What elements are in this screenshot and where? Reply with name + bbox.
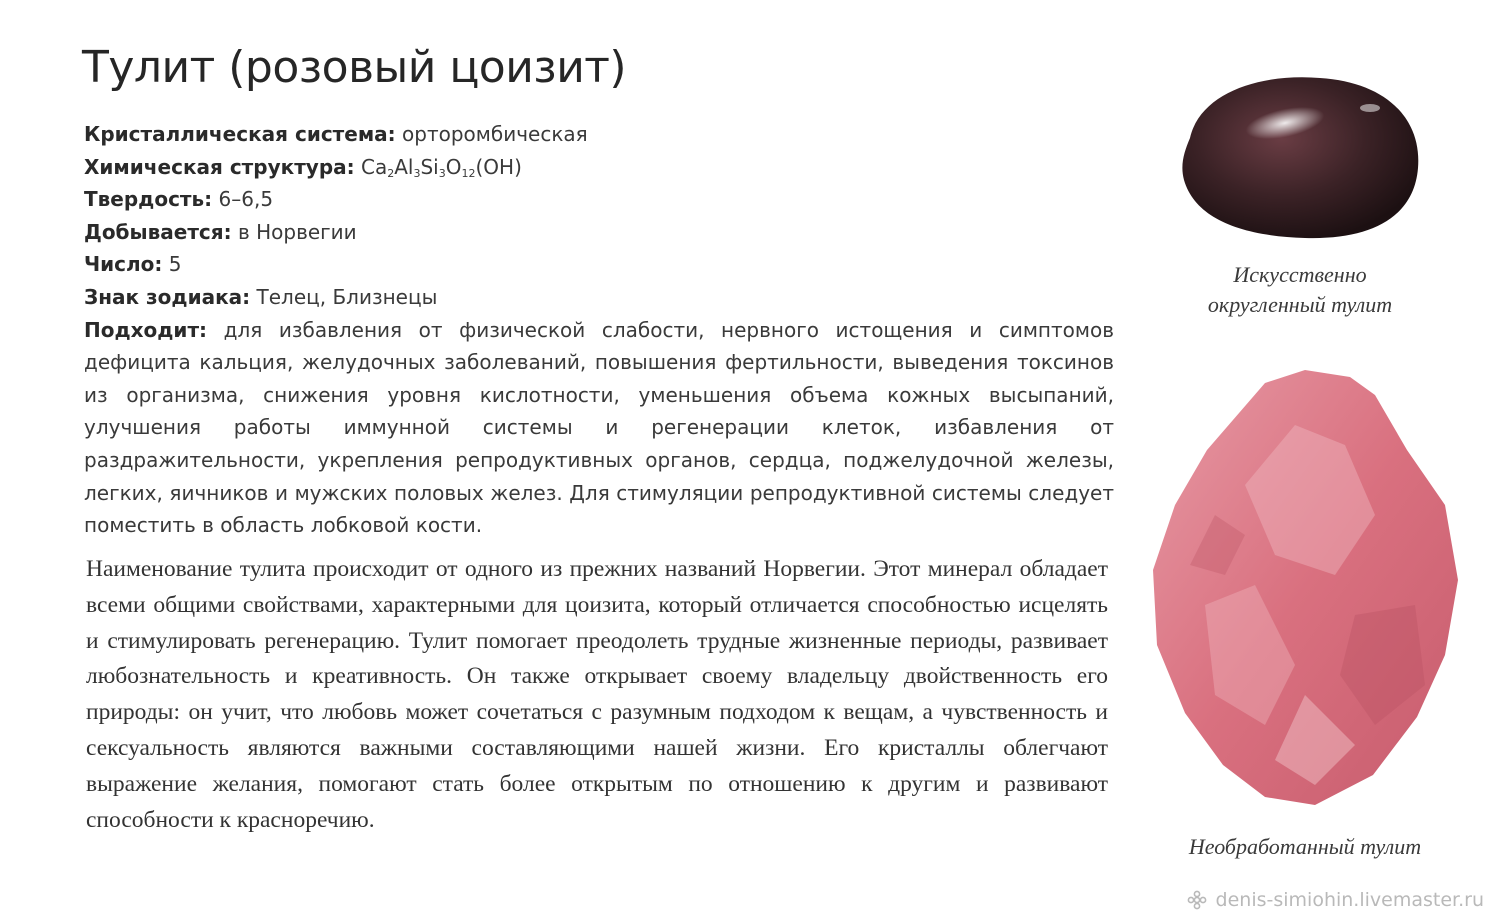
formula-part: Si bbox=[420, 154, 439, 179]
formula-subscript: 3 bbox=[438, 166, 446, 180]
mined-in-label: Добывается: bbox=[84, 219, 232, 244]
suitable-for-label: Подходит: bbox=[84, 317, 208, 342]
suitable-for-value: для избавления от физической слабости, нервного истощения и симптомов дефицита кальция, желудочных заболеваний, повышения фертильности, выведения токсинов из организма, снижения уровня кислотности, уменьшения объема кожных высыпаний, улучшения работы иммунной системы и регенерации клеток, избавления от раздражительности, укрепления репродуктивных органов, сердца, поджелудочной железы, легких, яичников и мужских половых желез. Для стимуляции репродуктивной системы следует поместить в область лобковой кости. bbox=[84, 317, 1114, 538]
raw-thulite-caption: Необработанный тулит bbox=[1188, 834, 1422, 859]
raw-thulite-figure bbox=[1145, 365, 1465, 815]
crystal-system-label: Кристаллическая система: bbox=[84, 122, 396, 146]
polished-caption-line2: округленный тулит bbox=[1207, 292, 1393, 317]
watermark-text: denis-simiohin.livemaster.ru bbox=[1215, 889, 1484, 911]
zodiac-value: Телец, Близнецы bbox=[256, 284, 438, 309]
chemical-structure-row bbox=[84, 151, 1114, 184]
polished-caption-line1: Искусственно bbox=[1233, 262, 1367, 287]
chemical-formula bbox=[361, 155, 522, 179]
number-label: Число: bbox=[84, 252, 163, 277]
suitable-for-row bbox=[84, 314, 1114, 542]
zodiac-label: Знак зодиака: bbox=[84, 284, 251, 309]
formula-subscript: 3 bbox=[413, 166, 421, 180]
hardness-label: Твердость: bbox=[84, 187, 213, 212]
crystal-system-row bbox=[84, 118, 1114, 151]
number-row bbox=[84, 248, 1114, 281]
mined-in-value: в Норвегии bbox=[237, 219, 357, 244]
mined-in-row bbox=[84, 216, 1114, 249]
hardness-value: 6–6,5 bbox=[218, 187, 274, 212]
polished-thulite-caption bbox=[1160, 260, 1440, 320]
properties-block bbox=[84, 118, 1114, 542]
formula-part: Ca bbox=[361, 154, 388, 179]
zodiac-row bbox=[84, 281, 1114, 314]
formula-part: O bbox=[445, 154, 462, 179]
watermark bbox=[1186, 889, 1484, 911]
formula-part: (OH) bbox=[475, 154, 522, 179]
hardness-row bbox=[84, 183, 1114, 216]
crystal-system-value: орторомбическая bbox=[402, 122, 588, 146]
flower-icon bbox=[1186, 889, 1208, 911]
formula-subscript: 2 bbox=[387, 166, 395, 180]
polished-thulite-image bbox=[1170, 68, 1430, 248]
raw-thulite-image bbox=[1145, 365, 1465, 815]
number-value: 5 bbox=[168, 252, 182, 277]
formula-part: Al bbox=[394, 154, 414, 179]
page-title: Тулит (розовый цоизит) bbox=[82, 42, 627, 93]
description-paragraph: Наименование тулита происходит от одного из прежних названий Норвегии. Этот минерал обладает всеми общими свойствами, характерными для цоизита, который отличается способностью исцелять и стимулировать регенерацию. Тулит помогает преодолеть трудные жизненные периоды, развивает любознательность и креативность. Он также открывает своему владельцу двойственность его природы: он учит, что любовь может сочетаться с разумным подходом к вещам, а чувственность и сексуальность являются важными составляющими нашей жизни. Его кристаллы облегчают выражение желания, помогают стать более открытым по отношению к другим и развивают способности к красноречию. bbox=[86, 556, 1108, 833]
chemical-structure-label: Химическая структура: bbox=[84, 154, 355, 179]
polished-thulite-figure bbox=[1170, 68, 1430, 248]
formula-subscript: 12 bbox=[461, 166, 476, 180]
